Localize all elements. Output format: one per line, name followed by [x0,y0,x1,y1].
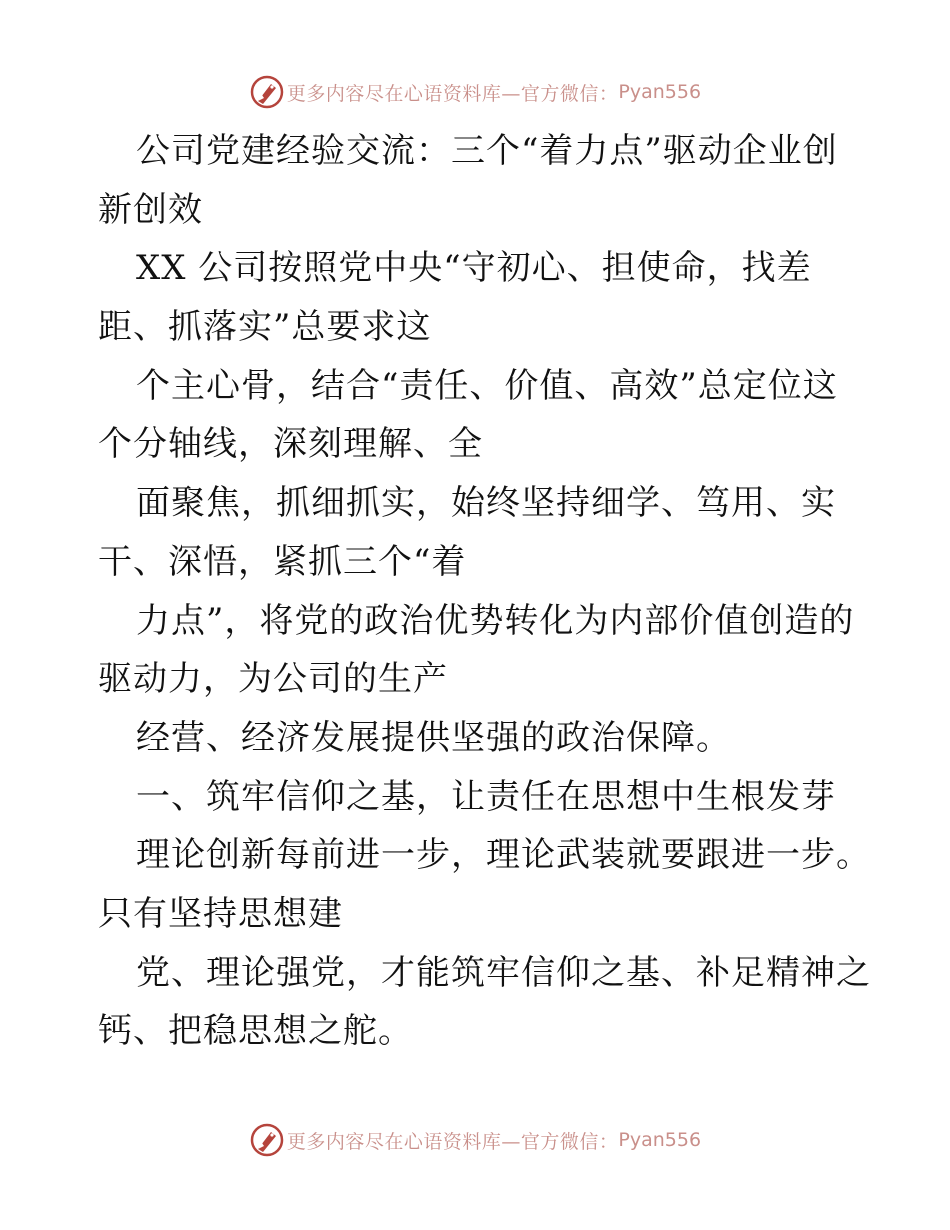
title-line-2: 新创效 [98,189,203,230]
footer-banner-text: 更多内容尽在心语资料库—官方微信： [286,1130,619,1153]
header-wechat-id: Pyan556 [618,81,702,103]
paragraph-line: 力点”，将党的政治优势转化为内部价值创造的 [136,600,855,641]
paragraph-line: 个主心骨，结合“责任、价值、高效”总定位这 [136,365,838,406]
paragraph-line: 个分轴线，深刻理解、全 [98,424,483,465]
paragraph-line: 驱动力，为公司的生产 [98,659,448,700]
paragraph-line: 理论创新每前进一步，理论武装就要跟进一步。 [136,835,871,876]
paragraph-line: 面聚焦，抓细抓实，始终坚持细学、笃用、实 [136,483,836,524]
title-line-1: 公司党建经验交流：三个“着力点”驱动企业创 [136,131,838,171]
header-banner-text: 更多内容尽在心语资料库—官方微信： [286,82,619,105]
paragraph-line: 钙、把稳思想之舵。 [98,1011,413,1052]
document-body [98,122,871,1061]
pen-nib-logo-icon [249,74,285,110]
paragraph-line: 只有坚持思想建 [98,893,343,934]
pen-nib-logo-icon [249,1122,285,1158]
paragraph-line: 党、理论强党，才能筑牢信仰之基、补足精神之 [136,952,871,993]
section-heading: 一、筑牢信仰之基，让责任在思想中生根发芽 [136,776,836,817]
footer-banner [0,1120,950,1160]
footer-wechat-id: Pyan556 [618,1129,702,1151]
paragraph-line: 距、抓落实”总要求这 [98,307,432,348]
paragraph-line: 干、深悟，紧抓三个“着 [98,541,467,582]
paragraph-line: XX 公司按照党中央“守初心、担使命，找差 [136,248,812,289]
paragraph-line: 经营、经济发展提供坚强的政治保障。 [136,717,731,758]
header-banner [0,72,950,112]
